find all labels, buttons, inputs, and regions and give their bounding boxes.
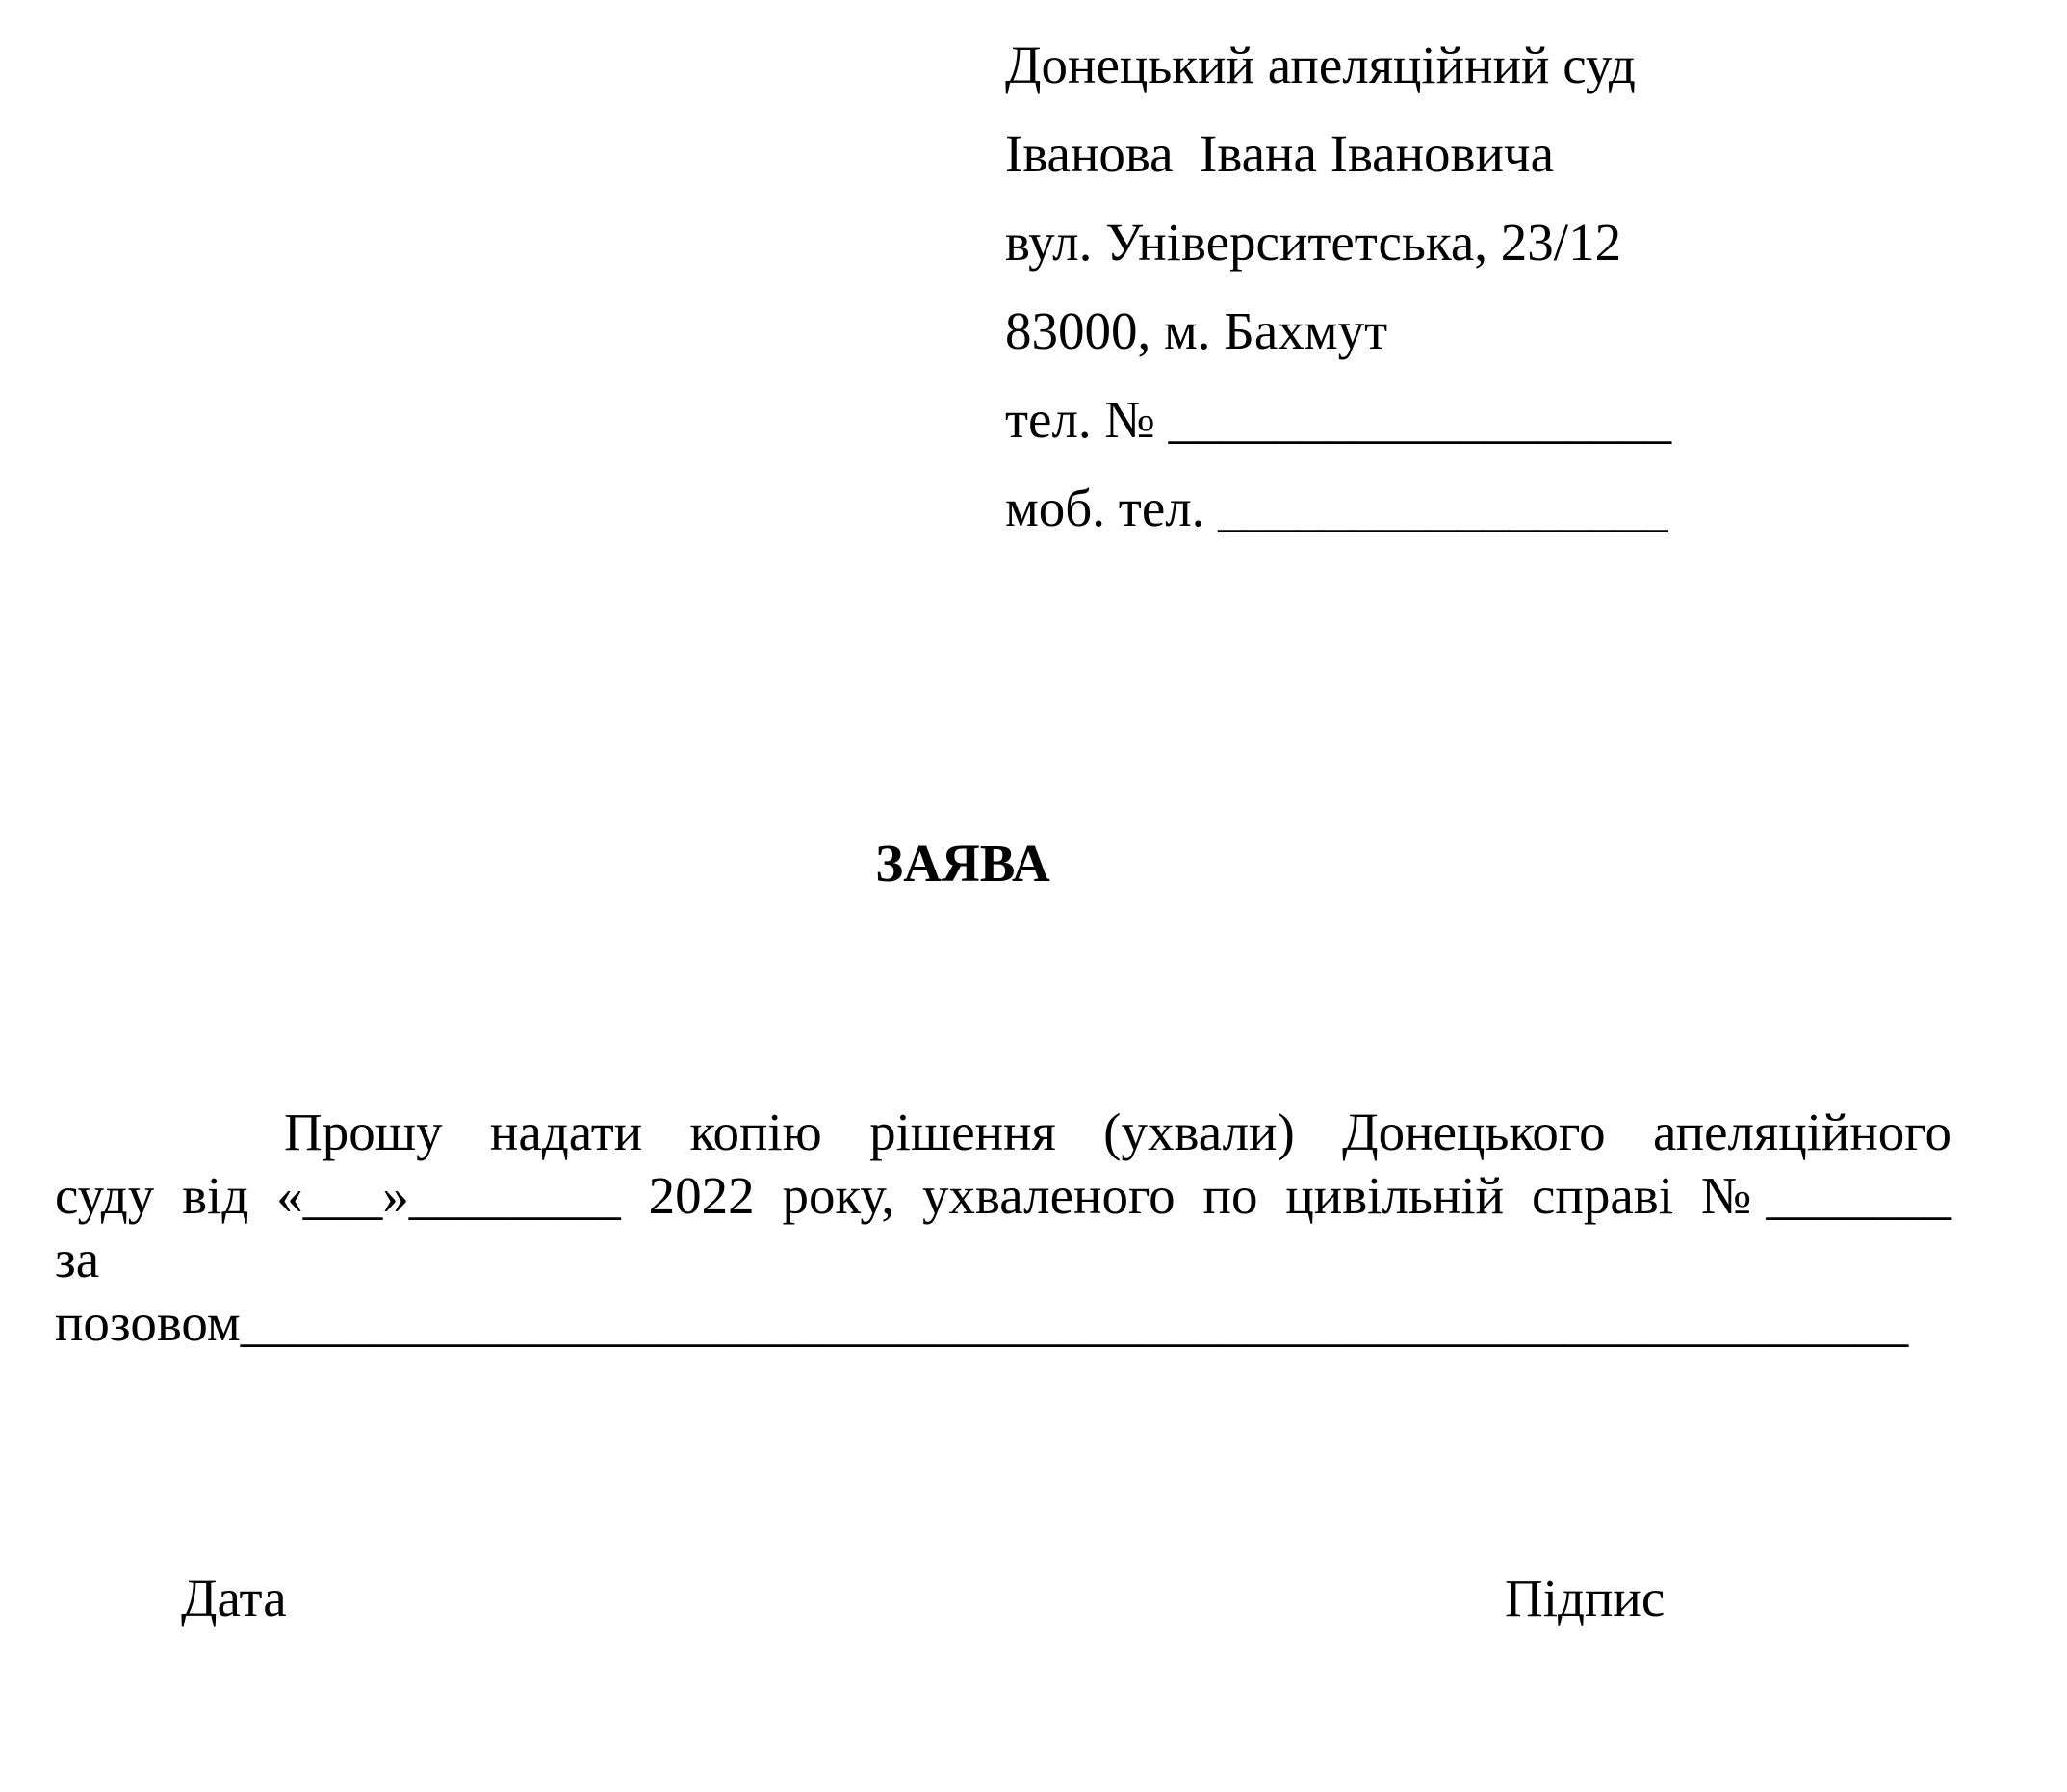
document-title: ЗАЯВА [875,834,1050,893]
request-date-case-line: суду від «___»________ 2022 року, ухваленого по цивільній справі №_______ [55,1166,1951,1225]
applicant-street: вул. Університетська, 23/12 [1005,213,1622,272]
request-first-line: Прошу надати копію рішення (ухвали) Донецького апеляційного [284,1103,1951,1161]
applicant-city: 83000, м. Бахмут [1005,301,1388,360]
phone-line: тел. № ___________________ [1005,390,1672,449]
request-za-line: за [55,1230,100,1288]
request-body [55,1101,1951,1355]
addressee-block [1005,21,1775,553]
request-claim-line: позовом_______________________________________________________________ [55,1293,1909,1352]
signature-label: Підпис [1505,1569,1666,1627]
court-name: Донецький апеляційний суд [1005,36,1636,94]
mobile-phone-line: моб. тел. _________________ [1005,479,1668,537]
date-label: Дата [181,1569,287,1627]
applicant-name: Іванова Івана Івановича [1005,124,1555,183]
